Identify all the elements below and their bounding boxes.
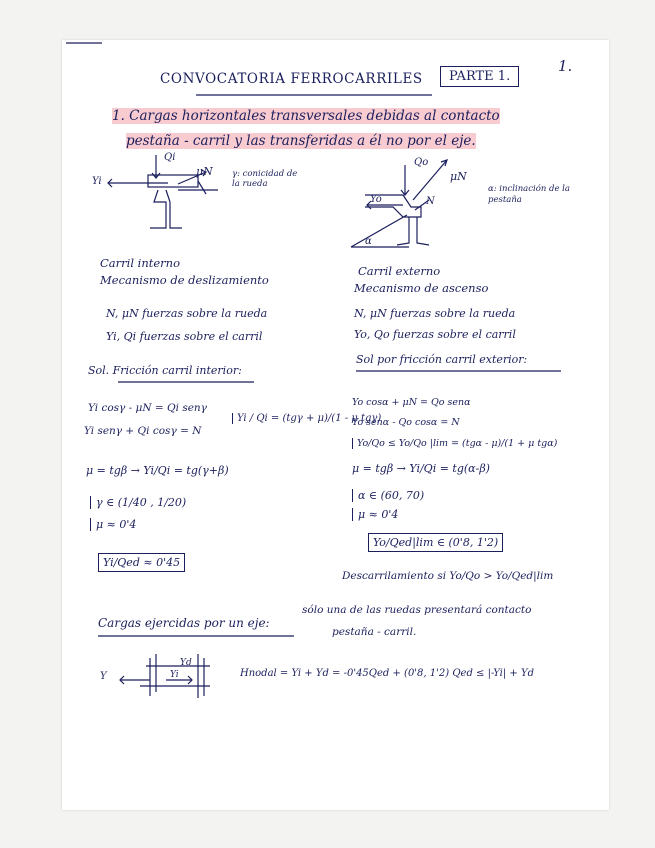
top-left-rule [66, 40, 106, 46]
label-gamma-def: γ: conicidad de la rueda [232, 169, 298, 189]
outer-range-mu: μ ≈ 0'4 [352, 508, 398, 521]
page-title: CONVOCATORIA FERROCARRILES [160, 71, 423, 87]
outer-solution-underline [356, 369, 566, 373]
nodal-formula: Hnodal = Yi + Yd = -0'45Qed + (0'8, 1'2) Qed ≤ |-Yi| + Yd [240, 668, 534, 679]
inner-eq-ratio: Yi / Qi = (tgγ + μ)/(1 - μ tgγ) [232, 413, 381, 424]
inner-range-mu: μ ≈ 0'4 [90, 518, 136, 531]
outer-case-mechanism: Mecanismo de ascenso [354, 281, 489, 295]
outer-eq-mu: μ = tgβ → Yi/Qi = tg(α-β) [352, 462, 490, 475]
axle-loads-underline [98, 634, 298, 638]
outer-case-title: Carril externo [358, 264, 441, 278]
label-qo: Qo [414, 157, 429, 168]
part-box: PARTE 1. [440, 66, 519, 87]
label-yo: Yo [370, 194, 382, 205]
label-yi: Yi [92, 176, 102, 187]
label-alpha-def: α: inclinación de la pestaña [488, 184, 570, 205]
inner-eq-1: Yi cosγ - μN = Qi senγ [88, 402, 207, 414]
section-heading-line-1: 1. Cargas horizontales transversales debidas al contacto [112, 108, 500, 124]
outer-eq-1: Yo cosα + μN = Qo senα [352, 397, 471, 408]
label-mun-right: μN [450, 170, 467, 183]
axle-loads-text-1: sólo una de las ruedas presentará contacto [302, 604, 532, 616]
inner-eq-mu: μ = tgβ → Yi/Qi = tg(γ+β) [86, 464, 229, 477]
inner-result: Yi/Qed ≈ 0'45 [98, 553, 185, 572]
axle-label-yi: Yi [170, 670, 179, 680]
page-number: 1. [558, 57, 573, 75]
outer-derailment: Descarrilamiento si Yo/Qo > Yo/Qed|lim [342, 570, 554, 582]
label-qi: Qi [164, 152, 176, 163]
inner-range-gamma: γ ∈ (1/40 , 1/20) [90, 496, 186, 509]
outer-forces-wheel: N, μN fuerzas sobre la rueda [354, 307, 516, 320]
inner-forces-wheel: N, μN fuerzas sobre la rueda [106, 307, 268, 320]
label-mun-left: μN [196, 165, 213, 178]
inner-case-mechanism: Mecanismo de deslizamiento [100, 273, 269, 287]
inner-case-title: Carril interno [100, 256, 181, 270]
axle-label-y: Y [100, 671, 107, 682]
outer-eq-ratio: Yo/Qo ≤ Yo/Qo |lim = (tgα - μ)/(1 + μ tgα) [352, 438, 557, 449]
inner-solution-title: Sol. Fricción carril interior: [88, 364, 242, 377]
outer-solution-title: Sol por fricción carril exterior: [356, 353, 528, 366]
label-alpha: α [365, 236, 372, 247]
inner-forces-rail: Yi, Qi fuerzas sobre el carril [106, 330, 263, 343]
axle-label-yd: Yd [180, 658, 192, 668]
axle-loads-text-2: pestaña - carril. [332, 626, 417, 638]
label-n: N [426, 196, 435, 207]
axle-diagram [110, 648, 220, 708]
outer-range-alpha: α ∈ (60, 70) [352, 489, 424, 502]
axle-loads-title: Cargas ejercidas por un eje: [98, 616, 270, 630]
title-underline [196, 92, 436, 100]
outer-eq-2: Yo senα - Qo cosα = N [352, 417, 460, 428]
section-heading-line-2: pestaña - carril y las transferidas a él no por el eje. [126, 133, 476, 149]
inner-eq-2: Yi senγ + Qi cosγ = N [84, 425, 202, 437]
inner-solution-underline [118, 380, 258, 384]
outer-forces-rail: Yo, Qo fuerzas sobre el carril [354, 328, 516, 341]
outer-result: Yo/Qed|lim ∈ (0'8, 1'2) [368, 533, 503, 552]
